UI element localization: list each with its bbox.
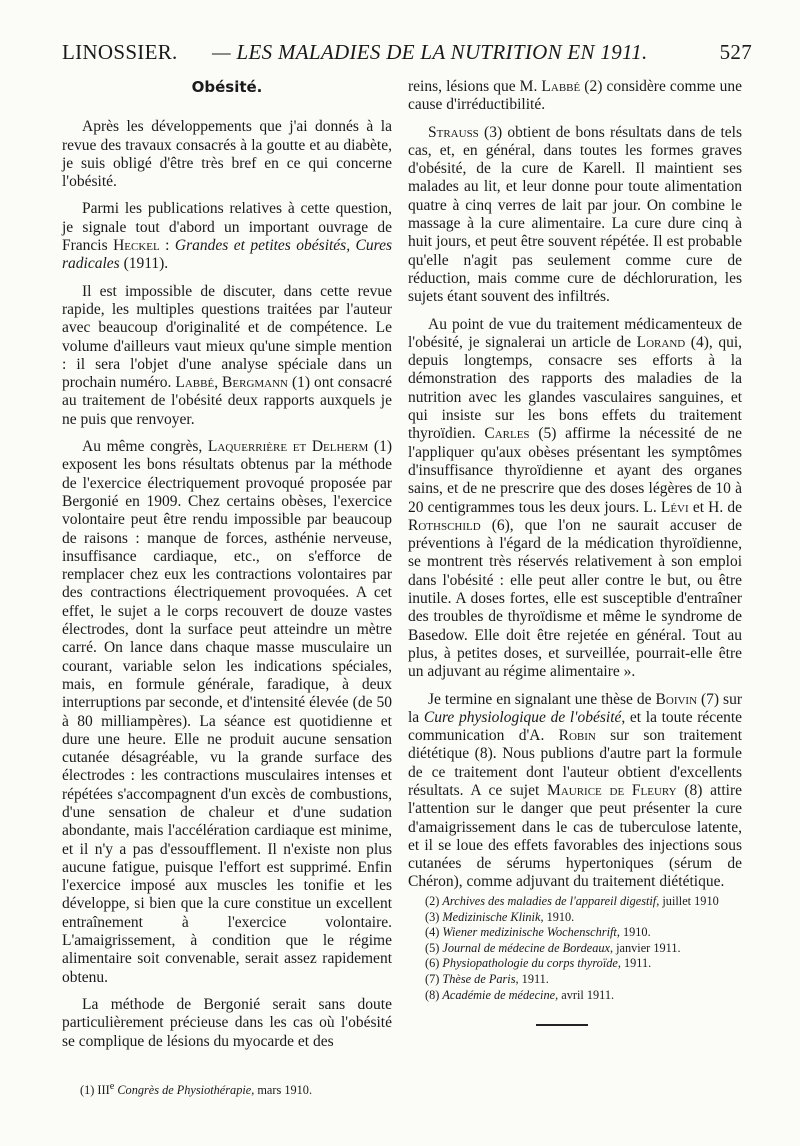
author-name: Maurice de Fleury xyxy=(547,781,677,799)
author-name: Heckel xyxy=(113,237,160,255)
footnote-rule xyxy=(536,1024,588,1026)
paragraph: Il est impossible de discuter, dans cette revue rapide, les multiples questions traitées par l'auteur avec beaucoup d'originalité et de compétence. Le volume d'ailleurs vaut mieux qu'une simple mention : il sera l'objet d'une analyse spéciale dans un prochain numéro. Labbé, Bergmann (1) ont consacré au traitement de l'obésité deux rapports auxquels je ne puis que renvoyer. xyxy=(62,282,392,428)
paragraph: Je termine en signalant une thèse de Boivin (7) sur la Cure physiologique de l'obésité, et la toute récente communication d'A. Robin sur son traitement diététique (8). Nous publions d'autre part la formule de ce traitement dont l'auteur obtient d'excellents résultats. A ce sujet Maurice de Fleury (8) attire l'attention sur le danger que peut présenter la cure d'amaigrissement dans le cas de tuberculose latente, et il se loue des effets favorables des injections sous cutanées de sérums hypertoniques (sérum de Chéron), comme adjuvant du traitement diététique. xyxy=(408,690,743,891)
author-name: Boivin xyxy=(655,690,698,708)
author-name: Bergmann xyxy=(222,374,288,392)
work-title: Cure physiologique de l'obésité xyxy=(423,708,622,726)
paragraph: Au même congrès, Laquerrière et Delherm (1) exposent les bons résultats obtenus par la méthode de l'exercice électriquement provoqué proposée par Bergonié en 1909. Chez certains obèses, l'exercice volontaire peut être rendu impossible par beaucoup de raisons : manque de forces, asthénie nerveuse, insuffisance cardiaque, etc., on s'efforce de remplacer chez eux les contractions volontaires par des contractions électriquement provoquées. A cet effet, le sujet a le corps recouvert de douze vastes électrodes, dont la surface peut atteindre un mètre carré. On lance dans chaque masse musculaire un courant, variable selon les indications spéciales, mais, en formule générale, faradique, à deux interruptions par seconde, et d'intensité élevée (de 50 à 80 milliampères). La séance est quotidienne et dure une heure. Elle ne produit aucune sensation cutanée désagréable, vu la grande surface des électrodes : les contractions musculaires intenses et répétées s'accompagnent d'un excès de combustions, d'une sensation de chaleur et d'une sudation abondante, mais l'accélération cardiaque est minime, et il n'y a pas d'essoufflement. Il n'existe non plus aucune fatigue, puisque l'effort est supprimé. Enfin l'exercice imposé aux muscles les tonifie et les développe, si bien que la cure constitue un excellent entraînement à l'exercice volontaire. L'amaigrissement, à condition que le régime alimentaire soit convenable, serait assez rapidement obtenu. xyxy=(62,438,392,986)
paragraph: reins, lésions que M. Labbé (2) considère comme une cause d'irréductibilité. xyxy=(408,78,742,114)
footnotes-right xyxy=(425,894,755,1003)
right-column xyxy=(408,78,742,901)
page-number: 527 xyxy=(719,40,752,64)
header-author: LINOSSIER. xyxy=(62,40,178,64)
author-name: Rothschild xyxy=(408,516,481,534)
footnote: (5) Journal de médecine de Bordeaux, janvier 1911. xyxy=(425,940,681,955)
author-name: Strauss xyxy=(428,123,479,141)
footnote: (7) Thèse de Paris, 1911. xyxy=(425,971,549,986)
paragraph: Au point de vue du traitement médicamenteux de l'obésité, je signalerai un article de Lorand (4), qui, depuis longtemps, consacre ses efforts à la démonstration des rapports des maladies de la nutrition avec les glandes vasculaires sanguines, et qui insiste sur les bons effets du traitement thyroïdien. Carles (5) affirme la nécessité de ne l'appliquer qu'aux obèses présentant les symptômes d'insuffisance thyroïdienne et ayant des organes sains, et de ne prescrire que des doses légères de 10 à 20 centigrammes tous les deux jours. L. Lévi et H. de Rothschild (6), que l'on ne saurait accuser de préventions à l'égard de la médication thyroïdienne, se montrent très réservés relativement à son emploi dans l'obésité : elle peut aller contre le but, ou être inutile. A doses fortes, elle est susceptible d'entraîner des troubles de thyroïdisme et même le syndrome de Basedow. Elle doit être rejetée en général. Tout au plus, à petites doses, et surveillée, pourrait-elle être un adjuvant au régime alimentaire ». xyxy=(408,315,743,681)
author-name: Lévi xyxy=(660,498,689,516)
footnote: (8) Académie de médecine, avril 1911. xyxy=(425,987,615,1002)
footnote: (4) Wiener medizinische Wochenschrift, 1910. xyxy=(425,925,651,940)
section-title: Obésité. xyxy=(191,78,263,96)
header-title: — LES MALADIES DE LA NUTRITION EN 1911. xyxy=(212,40,648,64)
footnote: (2) Archives des maladies de l'appareil digestif, juillet 1910 xyxy=(425,894,719,908)
work-title: Grandes et petites obésités, Cures radicales xyxy=(62,237,392,273)
footnote-left: (1) IIIe Congrès de Physiothérapie, mars 1910. xyxy=(80,1081,313,1098)
author-name: Robin xyxy=(558,727,596,745)
author-name: Laquerrière et Delherm xyxy=(207,438,369,456)
footnote: (3) Medizinische Klinik, 1910. xyxy=(425,909,575,924)
author-name: Lorand xyxy=(636,333,686,351)
author-name: Labbé xyxy=(541,78,581,95)
author-name: Carles xyxy=(484,425,530,443)
paragraph: Parmi les publications relatives à cette question, je signale tout d'abord un important ouvrage de Francis Heckel : Grandes et petites obésités, Cures radicales (1911). xyxy=(62,200,392,273)
author-name: Labbé xyxy=(175,374,215,392)
left-column xyxy=(62,78,392,1060)
paragraph: Strauss (3) obtient de bons résultats dans de tels cas, et, en général, dans toutes les formes graves d'obésité, de la cure de Karell. Il maintient ses malades au lit, et leur donne pour toute alimentation quatre à cinq verres de lait par jour. On combine le massage à la cure alimentaire. La cure dure cinq à huit jours, et peut être souvent répétée. Il est probable qu'elle n'agit pas seulement comme cure de réduction, mais comme cure de déchloruration, les sujets étant souvent des infiltrés. xyxy=(408,123,742,306)
paragraph: Après les développements que j'ai donnés à la revue des travaux consacrés à la goutte et au diabète, je suis obligé d'être très bref en ce qui concerne l'obésité. xyxy=(62,118,392,191)
paragraph: La méthode de Bergonié serait sans doute particulièrement précieuse dans les cas où l'obésité se complique de lésions du myocarde et des xyxy=(62,995,392,1050)
footnote: (6) Physiopathologie du corps thyroïde, 1911. xyxy=(425,956,652,971)
